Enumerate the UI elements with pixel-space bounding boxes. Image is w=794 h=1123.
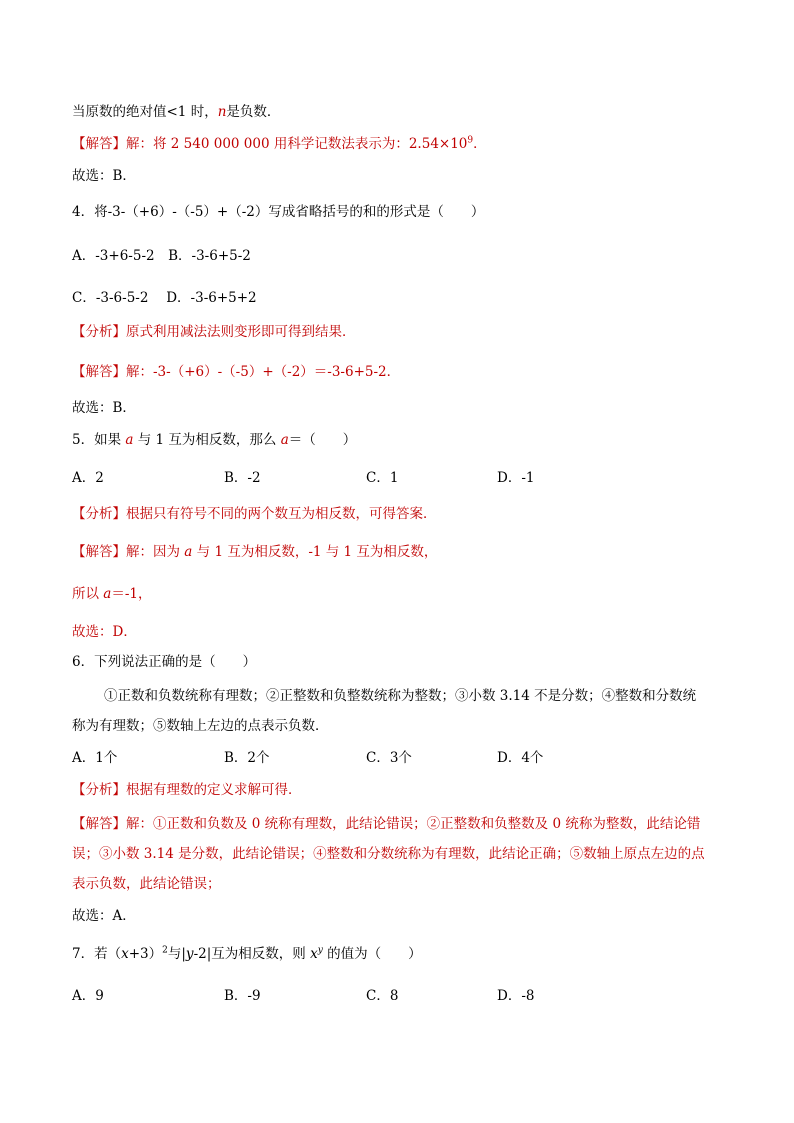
question-6: 6．下列说法正确的是（ ） xyxy=(72,654,257,670)
answer-line: 【解答】解：将 2 540 000 000 用科学记数法表示为：$2.54\times 10^9$． xyxy=(72,135,487,152)
q6-option: D．4个 xyxy=(497,750,544,766)
answer-line: 【解答】解：因为 a 与 1 互为相反数，-1 与 1 互为相反数， xyxy=(72,544,438,560)
q5-option: D．-1 xyxy=(497,470,535,486)
analysis-line: 【分析】原式利用减法法则变形即可得到结果． xyxy=(72,324,356,340)
analysis-line: 【分析】根据只有符号不同的两个数互为相反数，可得答案． xyxy=(72,506,437,522)
q7-option: D．-8 xyxy=(497,988,535,1004)
answer-line: 【解答】解：-3-（+6）-（-5）+（-2）＝-3-6+5-2． xyxy=(72,364,401,380)
q6-statement-1: ①正数和负数统称有理数；②正整数和负整数统称为整数；③小数 3.14 不是分数；④整数和分数统 xyxy=(104,688,697,704)
analysis-tag: 【分析】 xyxy=(72,782,126,798)
q5-option: C．1 xyxy=(366,470,399,486)
q5-option: B．-2 xyxy=(224,470,261,486)
question-7: 7．若$(x+3)^2$与|y-2|互为相反数，则 $x^y$ 的值为（ ） xyxy=(72,945,422,962)
answer-cont: 所以 a＝-1， xyxy=(72,586,152,602)
choose-line: 故选：A． xyxy=(72,908,136,924)
answer-cont: 表示负数，此结论错误； xyxy=(72,876,221,892)
q6-option: A．1个 xyxy=(72,750,118,766)
q6-option: B．2个 xyxy=(224,750,270,766)
answer-line: 【解答】解：①正数和负数及 0 统称有理数，此结论错误；②正整数和负整数及 0 统称为整数，此结论错 xyxy=(72,816,701,832)
q7-option: C．8 xyxy=(366,988,399,1004)
question-4: 4．将-3-（+6）-（-5）+（-2）写成省略括号的和的形式是（ ） xyxy=(72,204,485,220)
answer-tag: 【解答】 xyxy=(72,136,126,152)
answer-cont: 误；③小数 3.14 是分数，此结论错误；④整数和分数统称为有理数，此结论正确；⑤数轴上原点左边的点 xyxy=(72,846,705,862)
q6-statement-2: 称为有理数；⑤数轴上左边的点表示负数． xyxy=(72,718,329,734)
analysis-tag: 【分析】 xyxy=(72,324,126,340)
q5-option: A．2 xyxy=(72,470,104,486)
q7-option: A．9 xyxy=(72,988,104,1004)
choose-line: 故选：B． xyxy=(72,168,136,184)
var-n: n xyxy=(217,104,227,120)
q4-options-cd: C．-3-6-5-2 D．-3-6+5+2 xyxy=(72,290,257,306)
q6-option: C．3个 xyxy=(366,750,412,766)
question-5: 5．如果 a 与 1 互为相反数，那么 a＝（ ） xyxy=(72,432,357,448)
answer-tag: 【解答】 xyxy=(72,364,126,380)
analysis-tag: 【分析】 xyxy=(72,506,126,522)
answer-tag: 【解答】 xyxy=(72,544,126,560)
q7-option: B．-9 xyxy=(224,988,261,1004)
analysis-line: 【分析】根据有理数的定义求解可得． xyxy=(72,782,302,798)
choose-line: 故选：D． xyxy=(72,624,137,640)
text-line: 当原数的绝对值<1 时，n是负数． xyxy=(72,104,281,120)
answer-tag: 【解答】 xyxy=(72,816,126,832)
q4-options-ab: A．-3+6-5-2 B．-3-6+5-2 xyxy=(72,248,251,264)
choose-line: 故选：B． xyxy=(72,400,136,416)
